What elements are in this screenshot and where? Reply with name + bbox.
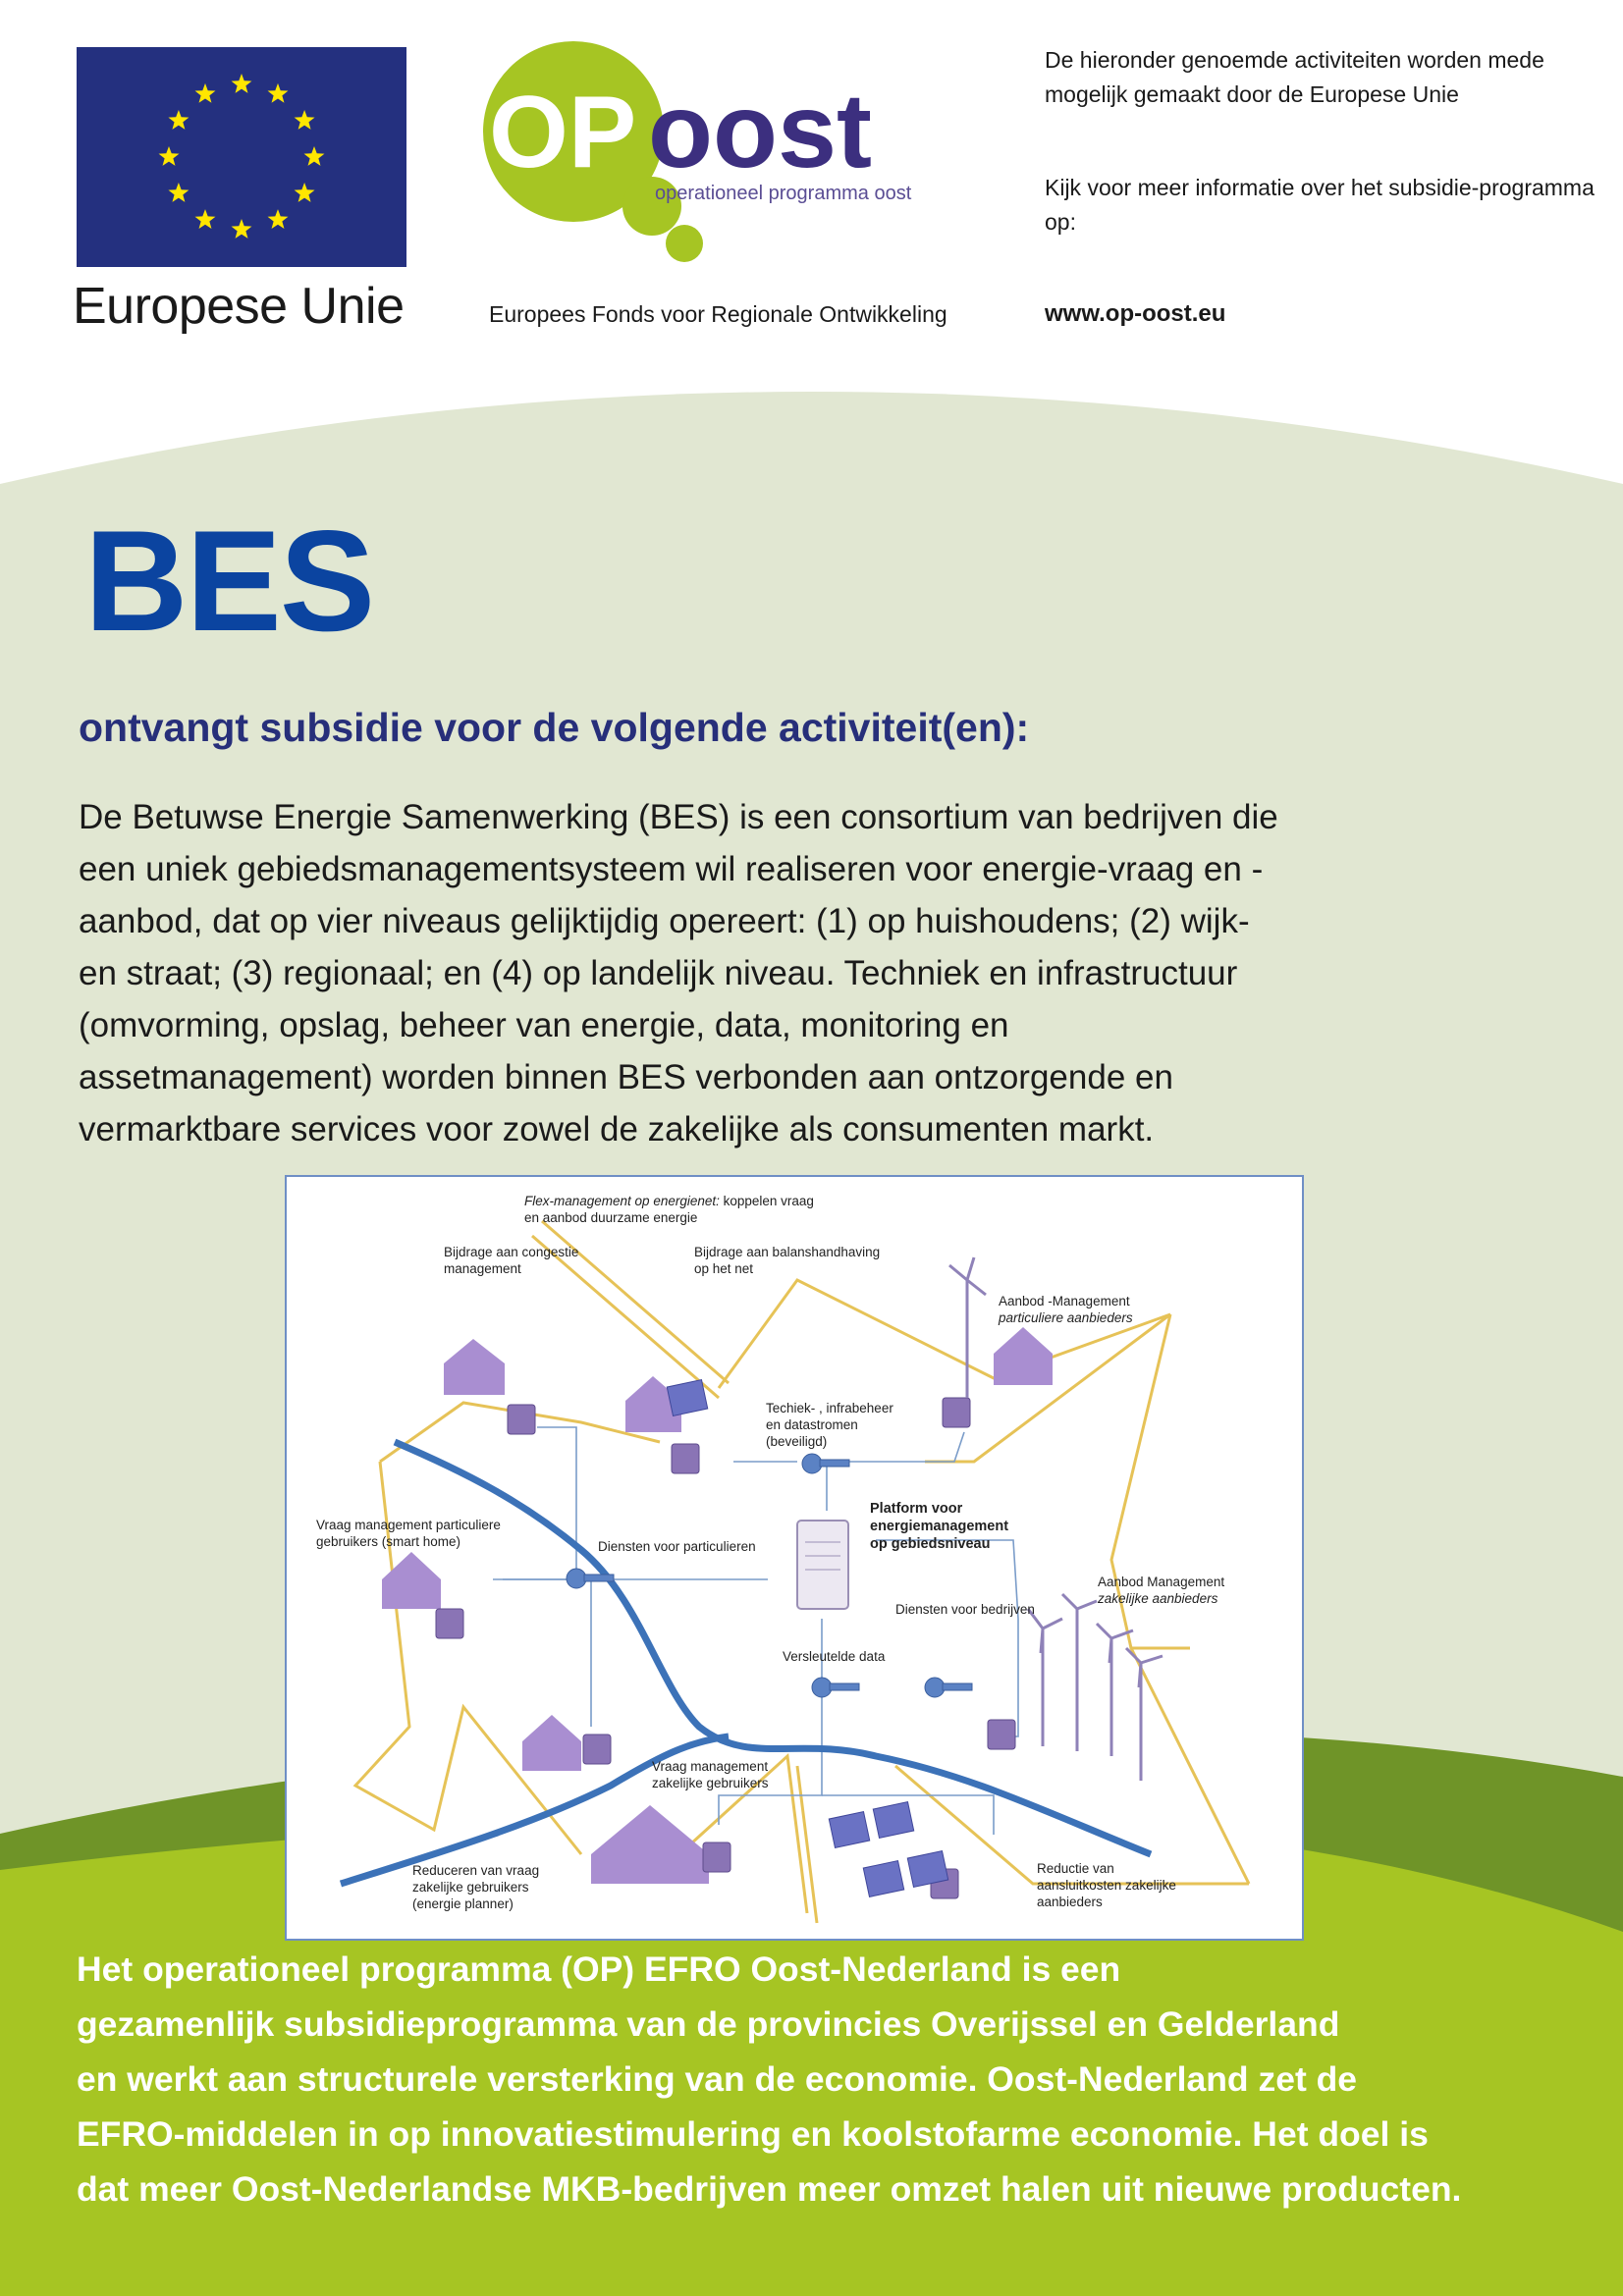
diagram-label-balans: Bijdrage aan balanshandhaving	[694, 1245, 881, 1259]
diagram-label-aanbod-zak: Aanbod Management	[1098, 1575, 1225, 1589]
diagram-label-aanbod-zak-2: zakelijke aanbieders	[1098, 1591, 1218, 1606]
svg-text:oost: oost	[648, 71, 872, 189]
diagram-label-vraag-zak-2: zakelijke gebruikers	[652, 1776, 769, 1790]
footer-text: Het operationeel programma (OP) EFRO Oost-Nederland is een gezamenlijk subsidieprogramma van de provincies Overijssel en Gelderland en werkt aan structurele versterking van de economie. Oost-Nederland zet de EFRO-middelen in op innovatiestimulering en koolstofarme economie. Het doel is dat meer Oost-Nederlandse MKB-bedrijven meer omzet halen uit nieuwe producten.	[77, 1949, 1462, 2209]
info-text-eu: De hieronder genoemde activiteiten worden mede mogelijk gemaakt door de Europese Unie	[1045, 47, 1544, 107]
diagram-label-reductie-3: aanbieders	[1037, 1895, 1103, 1909]
diagram-graphics	[287, 1177, 1304, 1941]
diagram-label-congestie: Bijdrage aan congestie	[444, 1245, 579, 1259]
diagram-label-congestie-2: management	[444, 1261, 521, 1276]
diagram-label-platform: Platform voor	[870, 1501, 963, 1517]
eu-star-icon	[159, 146, 180, 166]
diagram-label-platform-2: energiemanagement	[870, 1519, 1009, 1534]
river-line	[395, 1442, 1151, 1854]
info-text-program: Kijk voor meer informatie over het subsidie-programma op:	[1045, 175, 1595, 235]
diagram-label-flex: Flex-management op energienet: koppelen vraag	[524, 1194, 814, 1208]
eu-star-icon	[232, 74, 252, 93]
eu-star-icon	[195, 209, 216, 229]
eu-star-icon	[232, 219, 252, 239]
diagram-label-balans-2: op het net	[694, 1261, 754, 1276]
svg-text:OP: OP	[489, 76, 637, 189]
eu-star-icon	[268, 209, 289, 229]
page-subtitle: ontvangt subsidie voor de volgende activiteit(en):	[79, 705, 1030, 750]
diagram-label-reduceren-3: (energie planner)	[412, 1896, 514, 1911]
efro-label: Europees Fonds voor Regionale Ontwikkeling	[489, 301, 947, 327]
eu-star-icon	[195, 83, 216, 103]
key-icons	[567, 1454, 972, 1697]
diagram-label-platform-3: op gebiedsniveau	[870, 1536, 991, 1552]
server-icon	[797, 1521, 848, 1609]
eu-star-icon	[295, 110, 315, 130]
diagram-label-vraag-part-2: gebruikers (smart home)	[316, 1534, 461, 1549]
diagram-label-aanbod-part-2: particuliere aanbieders	[999, 1310, 1133, 1325]
eu-star-icon	[268, 83, 289, 103]
diagram-label-diensten-bedr: Diensten voor bedrijven	[895, 1602, 1035, 1617]
eu-flag	[77, 47, 406, 267]
eu-star-icon	[295, 183, 315, 202]
info-url-link[interactable]: www.op-oost.eu	[1045, 300, 1226, 327]
diagram-label-flex-2: en aanbod duurzame energie	[524, 1210, 698, 1225]
eu-star-icon	[168, 183, 189, 202]
eu-stars-icon	[77, 47, 406, 267]
op-oost-logo	[469, 39, 980, 275]
diagram-label-techniek-3: (beveiligd)	[766, 1434, 828, 1449]
diagram-label-aanbod-part: Aanbod -Management	[999, 1294, 1130, 1308]
description-text: De Betuwse Energie Samenwerking (BES) is een consortium van bedrijven die een uniek gebiedsmanagementsysteem wil realiseren voor energie-vraag en - aanbod, dat op vier niveaus gelijktijdig opereert: (1) op huishoudens; (2) wijk- en straat; (3) regionaal; en (4) op landelijk niveau. Techniek en infrastructuur (omvorming, opslag, beheer van energie, data, monitoring en assetmanagement) worden binnen BES verbonden aan ontzorgende en vermarktbare services voor zowel de zakelijke als consumenten markt.	[79, 798, 1278, 1148]
page-title: BES	[84, 501, 374, 661]
diagram-label-reduceren: Reduceren van vraag	[412, 1863, 540, 1878]
diagram-label-techniek: Techiek- , infrabeheer	[766, 1401, 893, 1415]
energy-diagram	[285, 1175, 1304, 1941]
diagram-label-reduceren-2: zakelijke gebruikers	[412, 1880, 529, 1895]
eu-star-icon	[168, 110, 189, 130]
diagram-label-diensten-part: Diensten voor particulieren	[598, 1539, 756, 1554]
diagram-label-reductie-2: aansluitkosten zakelijke	[1037, 1878, 1176, 1893]
eu-label: Europese Unie	[73, 278, 405, 335]
diagram-label-reductie: Reductie van	[1037, 1861, 1114, 1876]
diagram-label-techniek-2: en datastromen	[766, 1417, 858, 1432]
eu-star-icon	[304, 146, 325, 166]
diagram-label-vraag-part: Vraag management particuliere	[316, 1518, 501, 1532]
diagram-label-versleuteld: Versleutelde data	[783, 1649, 886, 1664]
diagram-label-vraag-zak: Vraag management	[652, 1759, 769, 1774]
op-subtitle: operationeel programma oost	[655, 183, 912, 204]
